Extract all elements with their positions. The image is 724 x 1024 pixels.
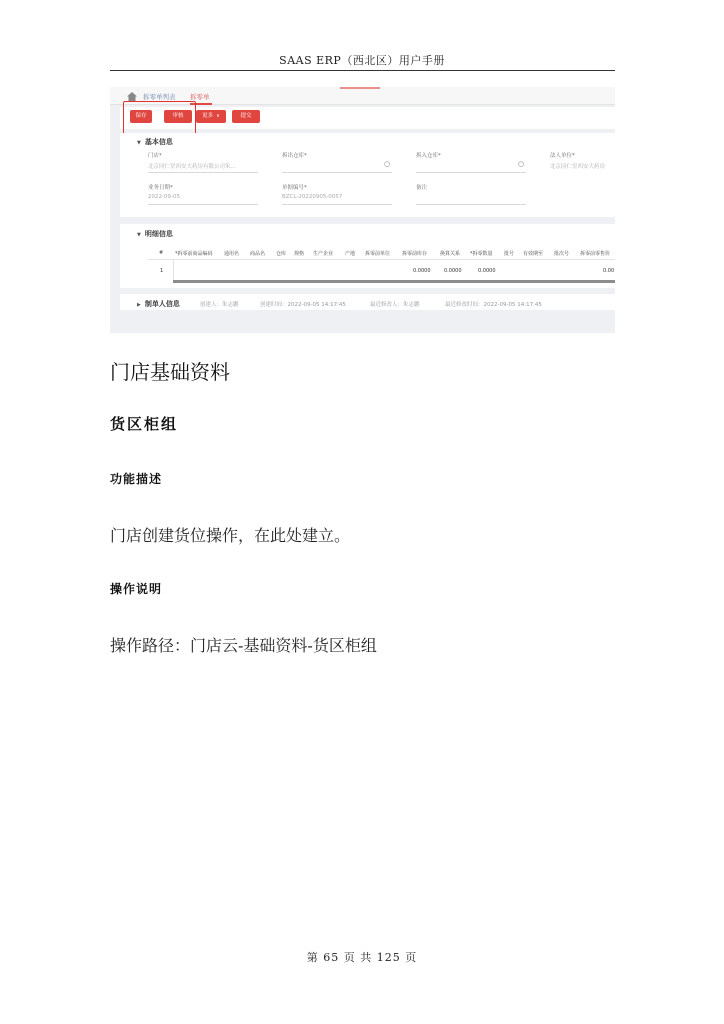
function-heading: 功能描述 xyxy=(110,472,163,486)
subsection-heading: 货区柜组 xyxy=(110,415,179,433)
creator: 创建人：朱志鹏 xyxy=(200,302,239,308)
function-description: 门店创建货位操作，在此处建立。 xyxy=(110,526,351,545)
col-batch: 批号 xyxy=(504,251,515,257)
tab-disassembly-order[interactable]: 拆零单 xyxy=(190,93,210,101)
tab-disassembly-list[interactable]: 拆零单列表 xyxy=(143,93,176,101)
col-code: *拆零前商品编码 xyxy=(175,251,213,257)
search-icon[interactable]: ○ xyxy=(518,160,525,168)
search-icon[interactable]: ○ xyxy=(384,160,391,168)
triangle-right-icon: ▶ xyxy=(137,302,141,308)
home-icon[interactable] xyxy=(127,92,137,101)
operation-heading: 操作说明 xyxy=(110,582,163,596)
save-button[interactable]: 保存 xyxy=(130,110,152,123)
detail-label: 明细信息 xyxy=(144,230,173,238)
created-time: 创建时间：2022-09-05 14:17:45 xyxy=(260,302,346,308)
store-value[interactable]: 北京同仁堂西安大药房有限公司朱... xyxy=(148,164,236,170)
detail-title[interactable] xyxy=(137,229,173,239)
creator-info-title[interactable] xyxy=(137,299,180,309)
app-screenshot xyxy=(110,87,615,333)
out-warehouse-label: 拆出仓库* xyxy=(282,153,307,159)
business-date-label: 业务日期* xyxy=(148,185,173,191)
table-scrollbar[interactable] xyxy=(173,280,615,283)
row-price: 0.00 xyxy=(603,268,615,274)
table-header-divider xyxy=(148,259,615,260)
remark-label: 备注 xyxy=(416,185,428,191)
col-qty: *拆零数量 xyxy=(470,251,493,257)
col-index: # xyxy=(159,250,164,256)
col-spec: 规格 xyxy=(294,251,305,257)
last-modified-time: 最近修改时间：2022-09-05 14:17:45 xyxy=(445,302,542,308)
col-origin: 产地 xyxy=(345,251,356,257)
chevron-down-icon: ∨ xyxy=(216,113,220,119)
store-label: 门店* xyxy=(148,153,162,159)
page-number: 第 65 页 共 125 页 xyxy=(306,951,418,964)
legal-entity-value[interactable]: 北京同仁堂西安大药房 xyxy=(550,164,606,170)
business-date-underline xyxy=(148,204,258,205)
basic-info-title[interactable] xyxy=(137,137,173,147)
submit-button[interactable]: 提交 xyxy=(232,110,260,123)
col-stock-before: 拆零前库存 xyxy=(402,251,428,257)
doc-number-value[interactable]: BZCL-20220905-0057 xyxy=(282,194,343,200)
col-ratio: 换算关系 xyxy=(440,251,461,257)
doc-number-underline xyxy=(282,204,392,205)
col-product-name: 商品名 xyxy=(250,251,266,257)
col-expiry: 有效期至 xyxy=(523,251,544,257)
remark-underline xyxy=(416,204,526,205)
audit-button[interactable]: 审核 xyxy=(164,110,192,123)
basic-info-label: 基本信息 xyxy=(144,138,173,146)
out-warehouse-underline xyxy=(282,172,392,173)
triangle-down-icon: ▼ xyxy=(137,232,141,238)
doc-number-label: 单据编号* xyxy=(282,185,307,191)
creator-info-label: 制单人信息 xyxy=(144,300,180,308)
in-warehouse-label: 拆入仓库* xyxy=(416,153,441,159)
more-label: 更多 xyxy=(202,113,214,119)
in-warehouse-underline xyxy=(416,172,526,173)
triangle-down-icon: ▼ xyxy=(137,140,141,146)
top-accent-line xyxy=(340,87,380,89)
more-button[interactable] xyxy=(196,110,226,123)
row-index: 1 xyxy=(160,268,164,274)
operation-path: 操作路径：门店云-基础资料-货区柜组 xyxy=(110,636,377,655)
legal-entity-label: 法人单位* xyxy=(550,153,575,159)
last-modifier: 最近修改人：朱志鹏 xyxy=(370,302,420,308)
col-lot: 批次号 xyxy=(554,251,570,257)
col-generic-name: 通用名 xyxy=(224,251,240,257)
store-underline xyxy=(148,172,258,173)
col-price-before: 拆零前零售价 xyxy=(580,251,611,257)
row-qty[interactable]: 0.0000 xyxy=(478,268,496,274)
index-col-divider xyxy=(173,259,174,281)
row-stock: 0.0000 xyxy=(413,268,431,274)
section-heading: 门店基础资料 xyxy=(110,360,230,384)
page-header: SAAS ERP（西北区）用户手册 xyxy=(279,54,445,67)
business-date-value[interactable]: 2022-09-05 xyxy=(148,194,180,200)
header-rule xyxy=(110,70,615,71)
col-warehouse: 仓库 xyxy=(276,251,287,257)
col-unit-before: 拆零前单位 xyxy=(365,251,391,257)
row-ratio: 0.0000 xyxy=(444,268,462,274)
col-manufacturer: 生产企业 xyxy=(313,251,334,257)
